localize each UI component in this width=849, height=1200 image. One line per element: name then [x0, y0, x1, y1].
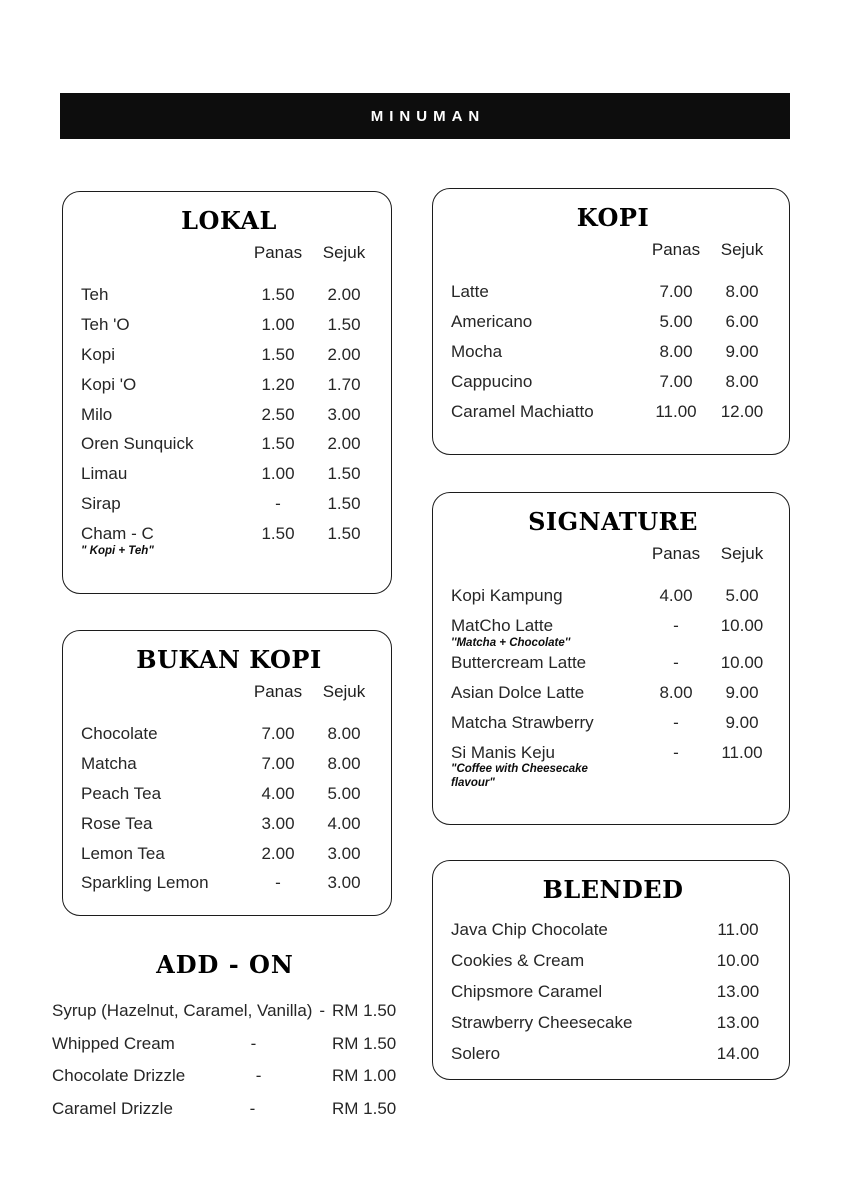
- menu-item-row: [52, 1001, 398, 1021]
- column-header-sejuk: Sejuk: [322, 682, 366, 701]
- item-name: Matcha Strawberry: [451, 712, 594, 732]
- section-kopi-title: KOPI: [576, 203, 650, 232]
- menu-item-row: [81, 315, 377, 335]
- menu-item-row: [451, 743, 775, 790]
- item-sejuk: 1.50: [327, 464, 361, 484]
- item-sejuk: 8.00: [327, 753, 361, 773]
- item-sejuk: 1.70: [327, 374, 361, 394]
- item-panas: 4.00: [659, 586, 693, 605]
- item-name: Oren Sunquick: [81, 434, 194, 454]
- item-panas: 3.00: [261, 813, 295, 833]
- item-sejuk: 4.00: [327, 813, 361, 833]
- item-name: Teh: [81, 285, 109, 304]
- item-dash: -: [249, 1098, 256, 1118]
- item-sejuk: 9.00: [725, 682, 759, 702]
- item-name: Cham - C " Kopi + Teh": [81, 524, 245, 558]
- column-header-sejuk: Sejuk: [322, 243, 366, 262]
- item-panas: 1.50: [261, 344, 295, 364]
- menu-title: MINUMAN: [370, 107, 486, 125]
- menu-item-row: [81, 524, 377, 558]
- item-panas: -: [275, 873, 281, 893]
- menu-item-row: [81, 405, 377, 425]
- item-sejuk: 11.00: [721, 742, 763, 762]
- item-price: RM 1.50: [332, 1033, 397, 1053]
- item-sejuk: 8.00: [725, 282, 759, 301]
- item-panas: 7.00: [659, 371, 693, 391]
- column-header-panas: Panas: [651, 544, 701, 563]
- section-signature-title: SIGNATURE: [528, 507, 698, 536]
- item-name: Syrup (Hazelnut, Caramel, Vanilla): [52, 1001, 313, 1020]
- item-name: Cappucino: [451, 371, 533, 391]
- menu-item-row: [52, 1099, 398, 1119]
- item-name: Milo: [81, 404, 113, 424]
- item-price: RM 1.50: [332, 1098, 397, 1118]
- item-panas: 5.00: [659, 311, 693, 331]
- menu-item-row: [81, 814, 377, 834]
- menu-item-row: [451, 683, 775, 703]
- item-price: 13.00: [716, 981, 760, 1001]
- section-blended: [432, 860, 790, 1080]
- item-panas: 7.00: [659, 282, 693, 301]
- item-sejuk: 8.00: [327, 724, 361, 743]
- item-panas: 8.00: [659, 682, 693, 702]
- column-spacer: [81, 243, 245, 263]
- item-panas: 1.20: [261, 374, 295, 394]
- item-name: Limau: [81, 464, 128, 484]
- item-list-bukan-kopi: [81, 724, 377, 893]
- item-panas: 7.00: [261, 724, 295, 743]
- item-panas: -: [673, 712, 679, 732]
- item-name: Caramel Machiatto: [451, 401, 594, 421]
- section-lokal-title: LOKAL: [181, 206, 277, 235]
- item-name: Solero: [451, 1043, 501, 1063]
- item-name: Caramel Drizzle: [52, 1098, 173, 1118]
- section-add-on: [52, 950, 398, 1131]
- menu-item-row: [451, 653, 775, 673]
- item-price: 11.00: [717, 920, 759, 939]
- item-list-signature: [451, 586, 775, 790]
- item-name: Mocha: [451, 341, 503, 361]
- item-name: Chipsmore Caramel: [451, 981, 603, 1001]
- menu-item-row: [451, 920, 775, 940]
- item-sejuk: 5.00: [725, 586, 759, 605]
- menu-item-row: [52, 1066, 398, 1086]
- item-name: Kopi: [81, 344, 116, 364]
- menu-item-row: [451, 1013, 775, 1033]
- menu-item-row: [451, 372, 775, 392]
- column-header-panas: Panas: [651, 240, 701, 259]
- section-blended-title: BLENDED: [542, 875, 684, 904]
- item-panas: 8.00: [659, 341, 693, 361]
- item-name: Kopi Kampung: [451, 586, 563, 605]
- item-price: 10.00: [716, 950, 760, 970]
- item-sejuk: 10.00: [720, 615, 764, 635]
- menu-header-bar: [60, 93, 790, 139]
- menu-item-row: [81, 285, 377, 305]
- item-name: Strawberry Cheesecake: [451, 1012, 633, 1032]
- item-price: 14.00: [716, 1043, 760, 1063]
- item-name: Asian Dolce Latte: [451, 682, 585, 702]
- menu-item-row: [451, 616, 775, 650]
- item-panas: 1.50: [261, 434, 295, 454]
- menu-item-row: [81, 873, 377, 893]
- menu-item-row: [451, 586, 775, 606]
- item-name: Buttercream Latte: [451, 652, 587, 672]
- item-sejuk: 6.00: [725, 311, 759, 331]
- section-bukan-kopi-title: BUKAN KOPI: [136, 645, 322, 674]
- item-sejuk: 1.50: [327, 524, 361, 543]
- item-note: "Coffee with Cheesecake flavour": [451, 763, 588, 789]
- item-price: 13.00: [716, 1012, 760, 1032]
- menu-item-row: [81, 754, 377, 774]
- item-panas: 2.00: [261, 843, 295, 863]
- item-name: Sparkling Lemon: [81, 873, 209, 893]
- menu-item-row: [451, 312, 775, 332]
- item-price: RM 1.50: [332, 1001, 397, 1020]
- menu-item-row: [451, 951, 775, 971]
- item-sejuk: 1.50: [327, 314, 361, 334]
- item-sejuk: 9.00: [725, 341, 759, 361]
- item-panas: 7.00: [261, 753, 295, 773]
- item-sejuk: 1.50: [327, 494, 361, 514]
- item-sejuk: 2.00: [327, 434, 361, 454]
- item-name: MatCho Latte ''Matcha + Chocolate'': [451, 616, 643, 650]
- item-sejuk: 9.00: [725, 712, 759, 732]
- section-bukan-kopi: [62, 630, 392, 916]
- menu-item-row: [81, 345, 377, 365]
- item-name: Matcha: [81, 753, 137, 773]
- column-header-panas: Panas: [253, 243, 303, 262]
- menu-item-row: [81, 434, 377, 454]
- item-name: Rose Tea: [81, 813, 153, 833]
- item-list-blended: [451, 920, 775, 1063]
- item-name: Lemon Tea: [81, 843, 165, 863]
- column-spacer: [451, 544, 643, 564]
- menu-item-row: [52, 1034, 398, 1054]
- item-sejuk: 10.00: [720, 652, 764, 672]
- item-sejuk: 3.00: [327, 843, 361, 863]
- item-dash: -: [255, 1066, 262, 1085]
- item-panas: -: [673, 615, 679, 635]
- item-name: Latte: [451, 282, 489, 301]
- column-header-panas: Panas: [253, 682, 303, 701]
- item-note: ''Matcha + Chocolate'': [451, 636, 571, 649]
- column-header-sejuk: Sejuk: [720, 240, 764, 259]
- menu-item-row: [451, 713, 775, 733]
- menu-item-row: [81, 464, 377, 484]
- item-list-add-on: [52, 1001, 398, 1119]
- item-name: Teh 'O: [81, 314, 130, 334]
- item-sejuk: 2.00: [327, 344, 361, 364]
- menu-item-row: [81, 724, 377, 744]
- menu-item-row: [451, 402, 775, 422]
- section-kopi: [432, 188, 790, 455]
- menu-item-row: [81, 784, 377, 804]
- item-sejuk: 2.00: [327, 285, 361, 304]
- item-name: Whipped Cream: [52, 1033, 175, 1053]
- menu-item-row: [451, 342, 775, 362]
- item-panas: 1.00: [261, 314, 295, 334]
- item-sejuk: 5.00: [327, 783, 361, 803]
- column-header-sejuk: Sejuk: [720, 544, 764, 563]
- menu-item-row: [451, 282, 775, 302]
- item-panas: 1.50: [261, 524, 295, 543]
- item-name: Kopi 'O: [81, 374, 137, 394]
- item-list-lokal: [81, 285, 377, 558]
- item-panas: -: [673, 652, 679, 672]
- item-sejuk: 3.00: [327, 873, 361, 893]
- section-signature: [432, 492, 790, 825]
- column-headers: [451, 544, 775, 564]
- item-sejuk: 3.00: [327, 404, 361, 424]
- item-name: Cookies & Cream: [451, 950, 585, 970]
- item-note: " Kopi + Teh": [81, 544, 154, 557]
- item-price: RM 1.00: [332, 1066, 397, 1085]
- menu-item-row: [81, 844, 377, 864]
- item-panas: 1.50: [261, 285, 295, 304]
- column-headers: [451, 240, 775, 260]
- column-headers: [81, 243, 377, 263]
- item-panas: 1.00: [261, 464, 295, 484]
- item-sejuk: 12.00: [720, 401, 764, 421]
- item-panas: 2.50: [261, 404, 295, 424]
- item-name: Si Manis Keju "Coffee with Cheesecake flavour": [451, 743, 643, 790]
- item-name: Americano: [451, 311, 533, 331]
- column-headers: [81, 682, 377, 702]
- section-lokal: [62, 191, 392, 594]
- column-spacer: [451, 240, 643, 260]
- menu-item-row: [81, 494, 377, 514]
- menu-item-row: [451, 982, 775, 1002]
- column-spacer: [81, 682, 245, 702]
- item-panas: -: [275, 494, 281, 514]
- menu-item-row: [81, 375, 377, 395]
- item-name: Chocolate: [81, 724, 158, 743]
- item-dash: -: [250, 1033, 257, 1053]
- item-name: Sirap: [81, 494, 121, 514]
- item-sejuk: 8.00: [725, 371, 759, 391]
- item-name: Chocolate Drizzle: [52, 1066, 186, 1085]
- item-panas: 4.00: [261, 783, 295, 803]
- menu-item-row: [451, 1044, 775, 1064]
- item-dash: -: [319, 1001, 326, 1020]
- item-name: Java Chip Chocolate: [451, 920, 608, 939]
- section-add-on-title: ADD - ON: [156, 950, 294, 979]
- item-panas: -: [673, 742, 679, 762]
- item-name: Peach Tea: [81, 783, 162, 803]
- item-panas: 11.00: [655, 401, 697, 421]
- item-list-kopi: [451, 282, 775, 421]
